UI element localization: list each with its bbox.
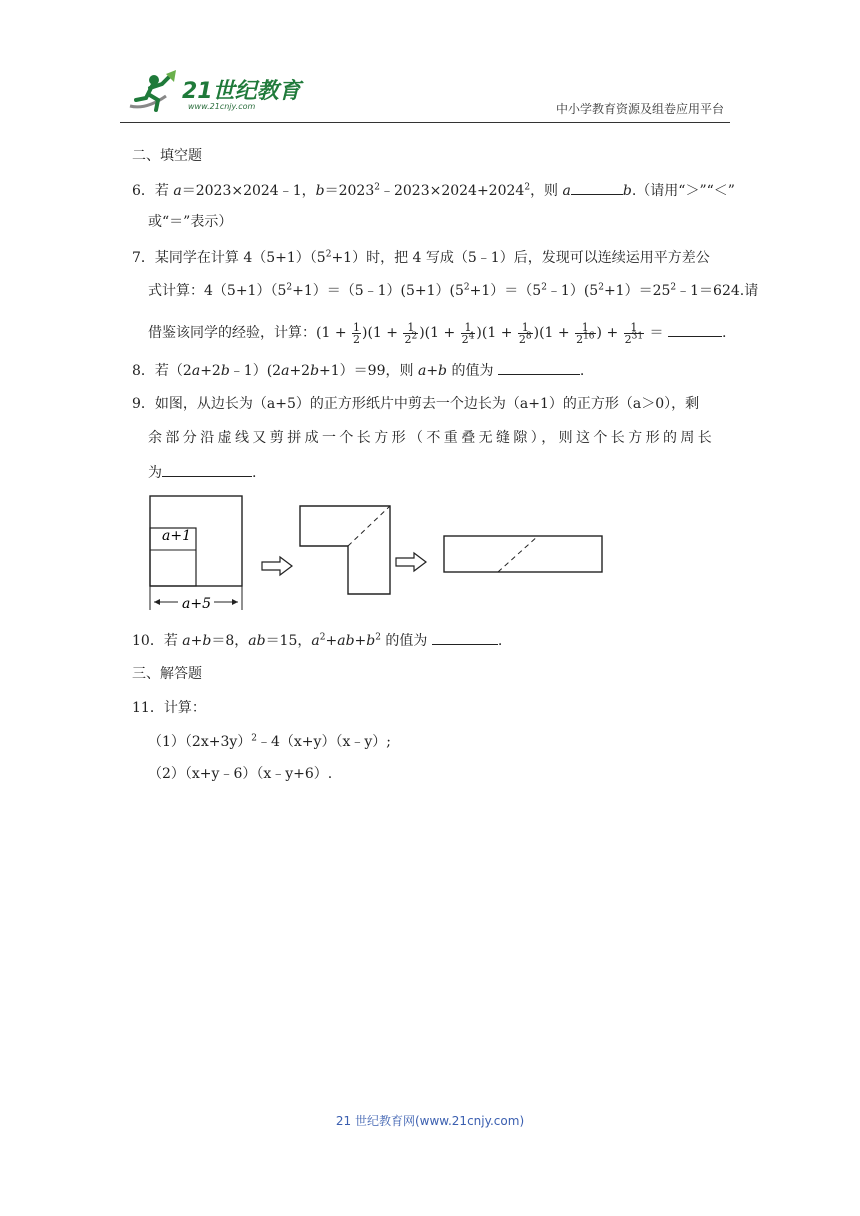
q10-answer-blank[interactable] bbox=[432, 630, 498, 645]
question-11-title: 11．计算： bbox=[132, 700, 206, 716]
q8-text: +1）＝99，则 bbox=[319, 363, 418, 379]
logo bbox=[126, 70, 316, 118]
platform-name: 中小学教育资源及组卷应用平台 bbox=[555, 102, 724, 116]
question-8: 8．若（2a+2b﹣1）(2a+2b+1）＝99，则 a+b 的值为 . bbox=[132, 360, 732, 381]
q9-answer-blank[interactable] bbox=[162, 462, 252, 477]
result-rectangle bbox=[444, 536, 602, 572]
q11-text: ﹣4（x+y）（x﹣y）; bbox=[257, 734, 391, 750]
question-6-line-2: 或“＝”表示） bbox=[148, 214, 233, 230]
q7-text: ﹣1）(5 bbox=[546, 283, 599, 299]
q10-text: 10．若 bbox=[132, 633, 183, 649]
q6-var: b bbox=[315, 183, 325, 199]
q7-text: ＝ bbox=[649, 325, 664, 341]
q7-text: +1）＝（5﹣1）(5+1）(5 bbox=[292, 283, 464, 299]
logo-url: www.21cnjy.com bbox=[188, 102, 256, 111]
q6-text: 6．若 bbox=[132, 183, 174, 199]
q8-text: ﹣1）(2 bbox=[229, 363, 282, 379]
q7-text: 式计算：4（5+1）（5 bbox=[148, 283, 287, 299]
q8-text: +2 bbox=[289, 363, 311, 379]
q9-text: 为 bbox=[148, 465, 162, 481]
cut-square-diagram bbox=[148, 494, 608, 614]
q10-text: ＝15， bbox=[265, 633, 312, 649]
question-7-line-1: 7．某同学在计算 $4(5+1)(5^2+1)$时，把 4 写成（5﹣1）后，发现可以连续运用平方差公 bbox=[132, 249, 710, 266]
page-footer[interactable]: 21 世纪教育网(www.21cnjy.com) bbox=[335, 1114, 525, 1128]
q7-text: 借鉴该同学的经验，计算： bbox=[148, 325, 316, 341]
q7-text: +1）时，把 4 写成（5﹣1）后，发现可以连续运用平方差公 bbox=[331, 250, 710, 266]
q6-var: b bbox=[622, 183, 632, 199]
question-9-line-2: 余部分沿虚线又剪拼成一个长方形（不重叠无缝隙），则这个长方形的周长 bbox=[148, 430, 716, 446]
question-7-line-3: 借鉴该同学的经验，计算：(1 + $\frac{1}{2}$ )(1 + $\frac{1}{2^2}$ )(1 + $\frac{1}{2^4}$ )(1 + $\frac{1}{2^8}$ )(1 + $\frac{1}{2^{16}}$ ) + $\frac{1}{2^{31}}$ ＝ . bbox=[148, 320, 727, 346]
q10-text: + bbox=[325, 633, 338, 649]
q6-text: ﹣2023×2024+2024 bbox=[379, 183, 525, 199]
question-6-line-1: 6．若 a＝2023×2024﹣1，$b=2023^2﹣2023\times 2024+2024^2$，则 a b.（请用“＞”“＜” bbox=[132, 180, 732, 201]
question-9-line-1: 9．如图，从边长为（a+5）的正方形纸片中剪去一个边长为（a+1）的正方形（a＞0），剩 bbox=[132, 396, 700, 412]
question-9-figure bbox=[148, 494, 608, 618]
q6-text: ＝2023×2024﹣1， bbox=[181, 183, 316, 199]
q6-text: .（请用“＞”“＜” bbox=[631, 183, 735, 199]
label-inner-side: a+1 bbox=[162, 528, 191, 544]
question-7-line-2: 式计算：$4(5+1)(5^2+1)=(5﹣1)(5+1)(5^2+1)=(5^2﹣1)(5^2+1)=25^2﹣1=624$.请 bbox=[148, 282, 759, 299]
q7-answer-blank[interactable] bbox=[668, 322, 722, 337]
q6-text: ，则 bbox=[530, 183, 563, 199]
q8-text: + bbox=[426, 363, 439, 379]
question-10: 10．若 a+b＝8，ab＝15，$a^2+ab+b^2$ 的值为 . bbox=[132, 630, 732, 651]
q10-text: + bbox=[354, 633, 367, 649]
q8-text: 8．若（2 bbox=[132, 363, 192, 379]
question-9-line-3: 为 . bbox=[148, 462, 748, 483]
arrow-right-icon bbox=[396, 553, 426, 571]
label-outer-side: a+5 bbox=[182, 596, 211, 612]
q7-text: +1）＝（5 bbox=[469, 283, 542, 299]
q7-text: +1）＝25 bbox=[603, 283, 671, 299]
q7-text: 7．某同学在计算 4（5+1）（5 bbox=[132, 250, 326, 266]
q6-answer-blank[interactable] bbox=[571, 180, 623, 195]
arrow-right-icon bbox=[262, 557, 292, 575]
q10-text: + bbox=[190, 633, 203, 649]
q8-text: 的值为 bbox=[447, 363, 494, 379]
logo-text: 21世纪教育 bbox=[182, 79, 301, 104]
q8-answer-blank[interactable] bbox=[498, 360, 580, 375]
q11-text: （1）（2x+3y） bbox=[148, 734, 252, 750]
page-header bbox=[120, 64, 730, 123]
q10-text: ＝8， bbox=[211, 633, 249, 649]
section-heading-fill: 二、填空题 bbox=[132, 148, 202, 164]
question-11-part-1: $(1)(2x+3y)^2﹣4(x+y)(x﹣y)$; bbox=[148, 733, 391, 750]
q6-var: a bbox=[173, 183, 182, 199]
q8-text: +2 bbox=[200, 363, 221, 379]
q7-text: ﹣1＝624.请 bbox=[676, 283, 759, 299]
question-11-part-2: （2）（x+y﹣6）（x﹣y+6）. bbox=[148, 766, 333, 782]
q6-text: ＝2023 bbox=[324, 183, 375, 199]
q6-var: a bbox=[562, 183, 571, 199]
runner-logo-icon bbox=[126, 70, 182, 118]
section-heading-solve: 三、解答题 bbox=[132, 666, 202, 682]
q10-text: 的值为 bbox=[380, 633, 428, 649]
